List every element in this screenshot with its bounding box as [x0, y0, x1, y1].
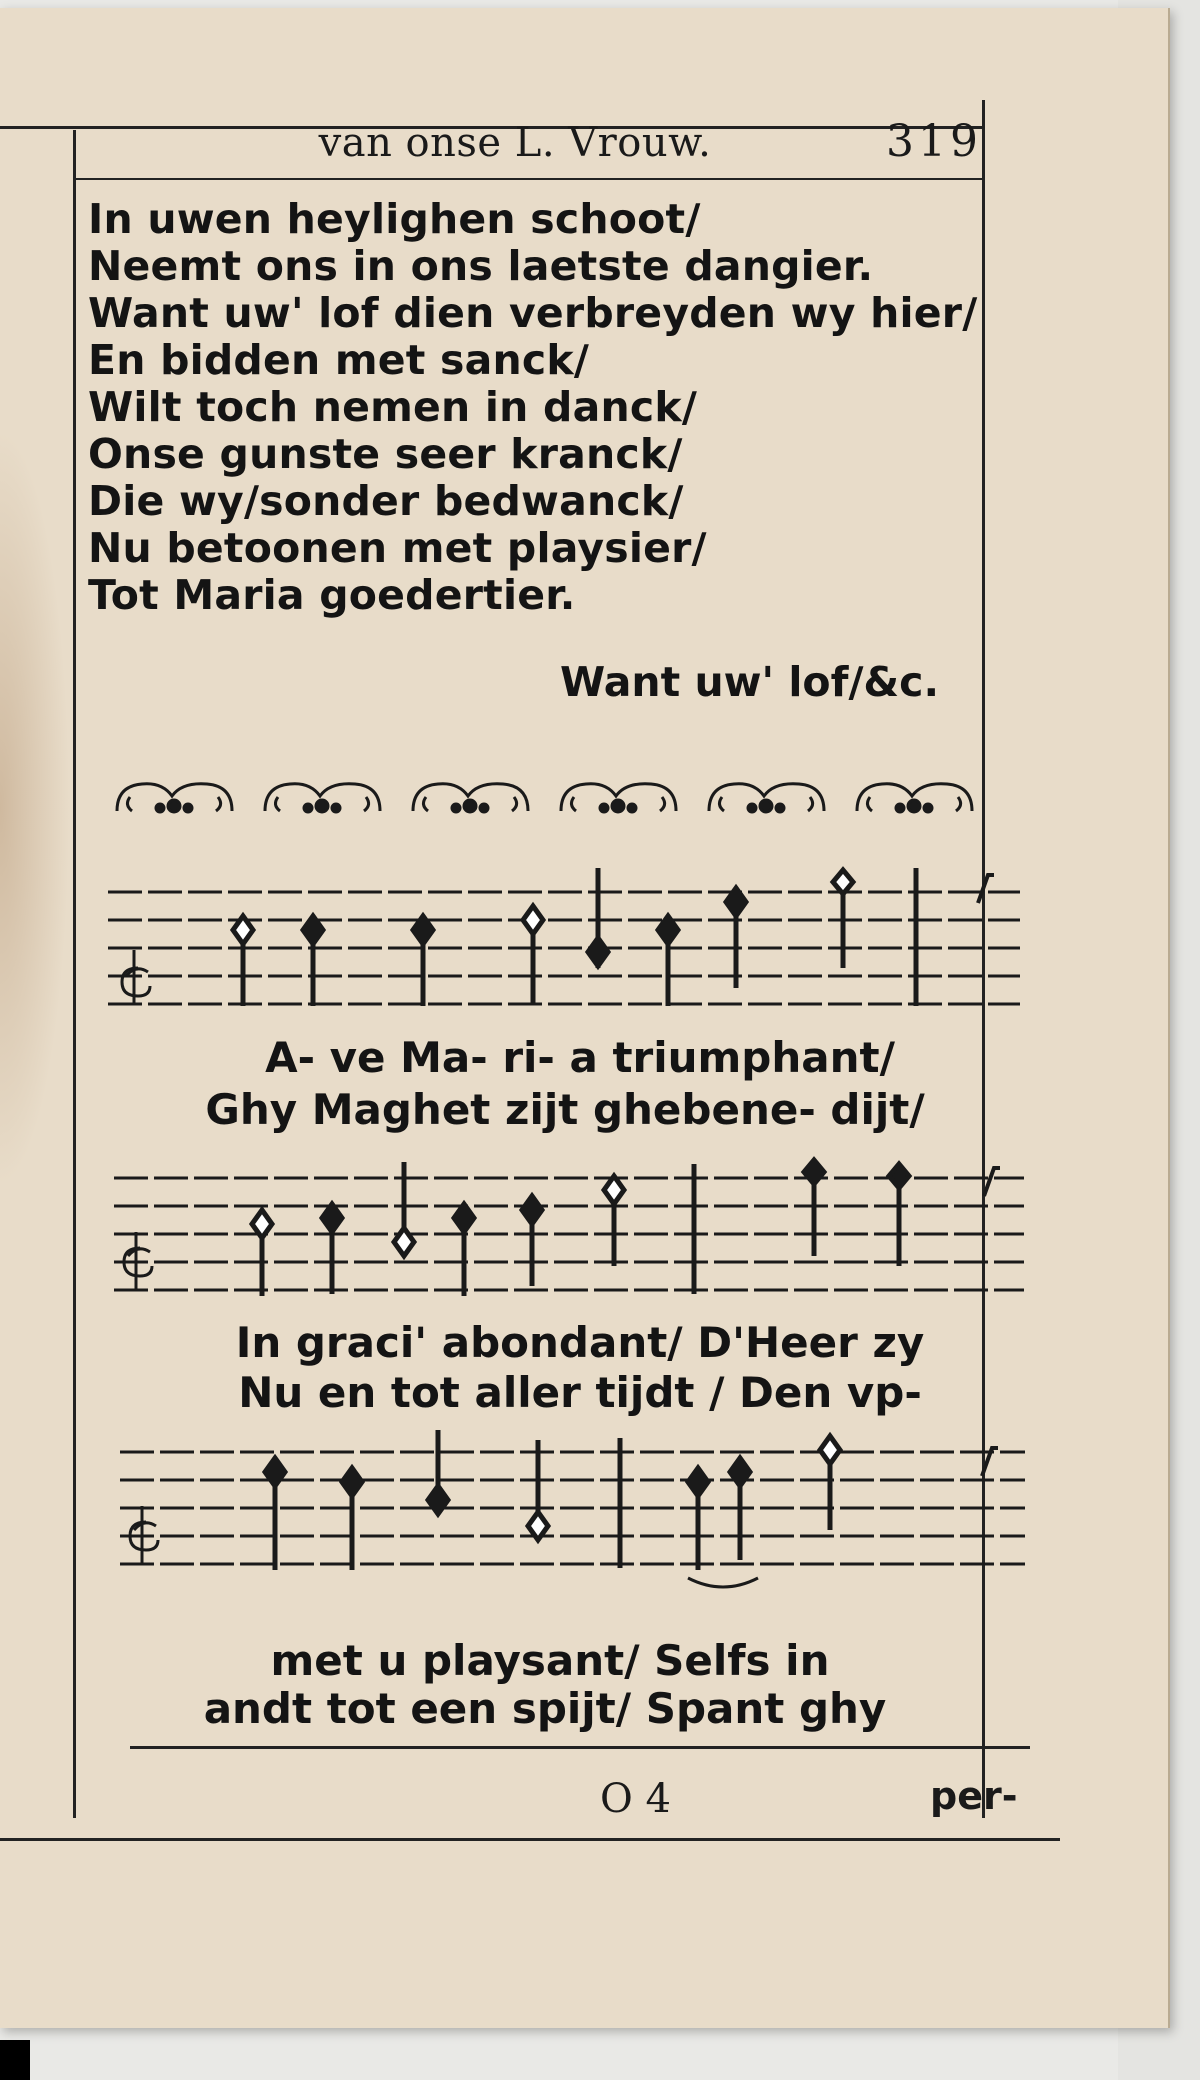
book-page [0, 8, 1170, 2028]
verse-line: Die wy/sonder bedwanck/ [88, 477, 684, 525]
verse-block [88, 196, 988, 619]
catchword: per- [930, 1774, 1018, 1818]
refrain-line: Want uw' lof/&c. [560, 658, 940, 706]
ornament-border [112, 766, 1012, 836]
scan-edge [0, 2040, 30, 2080]
lyric-line: In graci' abondant/ D'Heer zy [235, 1318, 925, 1367]
music-staff-2 [114, 1156, 1024, 1306]
frame-rule-left [73, 130, 76, 1818]
verse-line: Neemt ons in ons laetste dangier. [88, 242, 874, 290]
verse-line: Wilt toch nemen in danck/ [88, 383, 697, 431]
verse-line: Tot Maria goedertier. [88, 571, 576, 619]
lyric-line: A- ve Ma- ri- a triumphant/ [265, 1033, 895, 1082]
frame-rule-header [75, 178, 985, 180]
page-stain [0, 428, 70, 1188]
music-staff-3 [120, 1430, 1025, 1600]
lyric-line: Ghy Maghet zijt ghebene- dijt/ [205, 1085, 925, 1134]
frame-rule-footer [0, 1838, 1060, 1841]
verse-line: En bidden met sanck/ [88, 336, 590, 384]
lyric-line: Nu en tot aller tijdt / Den vp- [238, 1368, 922, 1417]
lyric-line: met u playsant/ Selfs in [270, 1636, 830, 1685]
signature-mark: O 4 [600, 1776, 671, 1822]
verse-line: In uwen heylighen schoot/ [88, 195, 701, 243]
running-head: van onse L. Vrouw. [318, 120, 712, 166]
frame-rule-bottom [130, 1746, 1030, 1749]
page-number: 319 [886, 116, 982, 167]
verse-line: Onse gunste seer kranck/ [88, 430, 683, 478]
lyric-line: andt tot een spijt/ Spant ghy [203, 1684, 887, 1733]
slur-icon [688, 1578, 758, 1587]
music-staff-1 [108, 858, 1020, 1018]
verse-line: Want uw' lof dien verbreyden wy hier/ [88, 289, 978, 337]
verse-line: Nu betoonen met playsier/ [88, 524, 707, 572]
custos-icon [978, 875, 994, 903]
custos-icon [984, 1168, 1000, 1196]
